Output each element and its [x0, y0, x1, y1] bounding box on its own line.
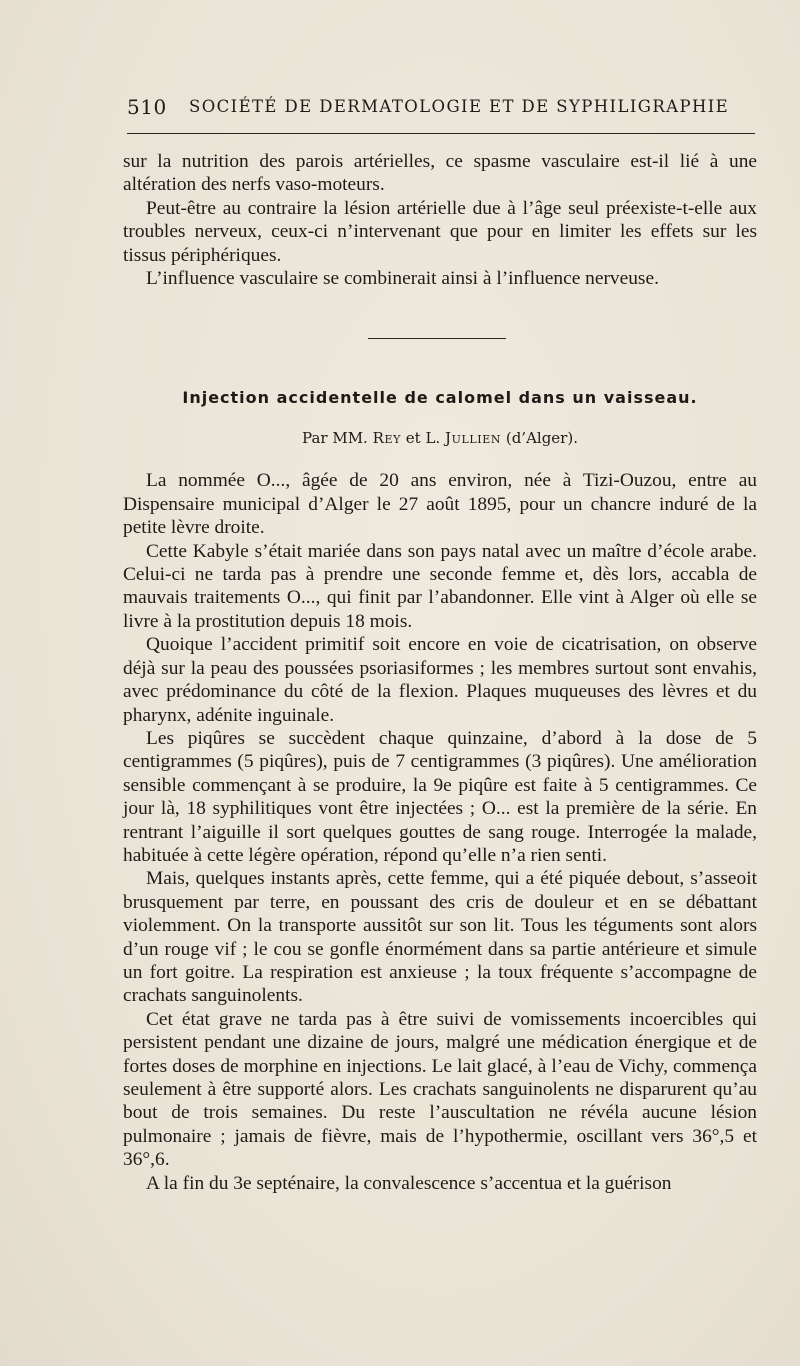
section-separator: [368, 338, 506, 339]
byline-mid: et L.: [405, 429, 441, 448]
author-name: Rey: [372, 429, 401, 448]
body-paragraph: Mais, quelques instants après, cette femme, qui a été piquée debout, s’asseoit brusquement par terre, en poussant des cris de douleur et en se débattant violemment. On la transporte aussitôt sur son lit. Tous les téguments sont alors d’un rouge vif ; le cou se gonfle énormément dans sa partie antérieure et simule un fort goitre. La respiration est anxieuse ; la toux fréquente s’accompagne de crachats sanguinolents.: [123, 868, 757, 1007]
article-byline: [123, 427, 757, 449]
continuation-paragraph: L’influence vasculaire se combinerait ainsi à l’influence nerveuse.: [146, 268, 659, 290]
body-paragraph: Cette Kabyle s’était mariée dans son pays natal avec un maître d’école arabe. Celui-ci ne tarda pas à prendre une seconde femme et, dès lors, accabla de mauvais traitements O..., qui finit par l’abandonner. Elle vint à Alger où elle se livre à la prostitution depuis 18 mois.: [123, 540, 757, 632]
byline-prefix: Par MM.: [302, 429, 368, 448]
body-paragraph: La nommée O..., âgée de 20 ans environ, née à Tizi-Ouzou, entre au Dispensaire municipal d’Alger le 27 août 1895, pour un chancre induré de la petite lèvre droite.: [123, 470, 757, 539]
continuation-paragraph: Peut-être au contraire la lésion artérielle due à l’âge seul préexiste-t-elle aux troubles nerveux, ceux-ci n’intervenant que pour en limiter les effets sur les tissus périphériques.: [123, 197, 757, 266]
spacer: [123, 449, 757, 469]
text-block: [123, 150, 757, 1195]
header-rule: [127, 133, 755, 134]
author-name: Jullien: [444, 429, 502, 448]
page-number: 510: [127, 95, 167, 119]
body-paragraph: Quoique l’accident primitif soit encore en voie de cicatrisation, on observe déjà sur la peau des poussées psoriasiformes ; les membres surtout sont envahis, avec prédominance du côté de la flexion. Plaques muqueuses des lèvres et du pharynx, adénite inguinale.: [123, 634, 757, 726]
continuation-paragraph: sur la nutrition des parois artérielles, ce spasme vasculaire est-il lié à une altération des nerfs vaso-moteurs.: [123, 151, 757, 196]
byline-suffix: (d’Alger).: [505, 429, 578, 448]
running-head: SOCIÉTÉ DE DERMATOLOGIE ET DE SYPHILIGRAPHIE: [189, 97, 730, 116]
article-title: Injection accidentelle de calomel dans un vaisseau.: [182, 388, 698, 408]
body-paragraph: Les piqûres se succèdent chaque quinzaine, d’abord à la dose de 5 centigrammes (5 piqûres), puis de 7 centigrammes (3 piqûres). Une amélioration sensible commençant à se produire, la 9e piqûre est faite à 5 centigrammes. Ce jour là, 18 syphilitiques vont être injectées ; O... est la première de la série. En rentrant l’aiguille il sort quelques gouttes de sang rouge. Interrogée la malade, habituée à cette légère opération, répond qu’elle n’a rien senti.: [123, 727, 757, 866]
body-paragraph: A la fin du 3e septénaire, la convalescence s’accentua et la guérison: [146, 1172, 672, 1194]
page-header: [127, 95, 757, 123]
body-paragraph: Cet état grave ne tarda pas à être suivi de vomissements incoercibles qui persistent pendant une dizaine de jours, malgré une médication énergique et de fortes doses de morphine en injections. Le lait glacé, à l’eau de Vichy, commença seulement à être supporté alors. Les crachats sanguinolents ne disparurent qu’au bout de trois semaines. Du reste l’auscultation ne révéla aucune lésion pulmonaire ; jamais de fièvre, mais de l’hypothermie, oscillant vers 36°,5 et 36°,6.: [123, 1008, 757, 1171]
